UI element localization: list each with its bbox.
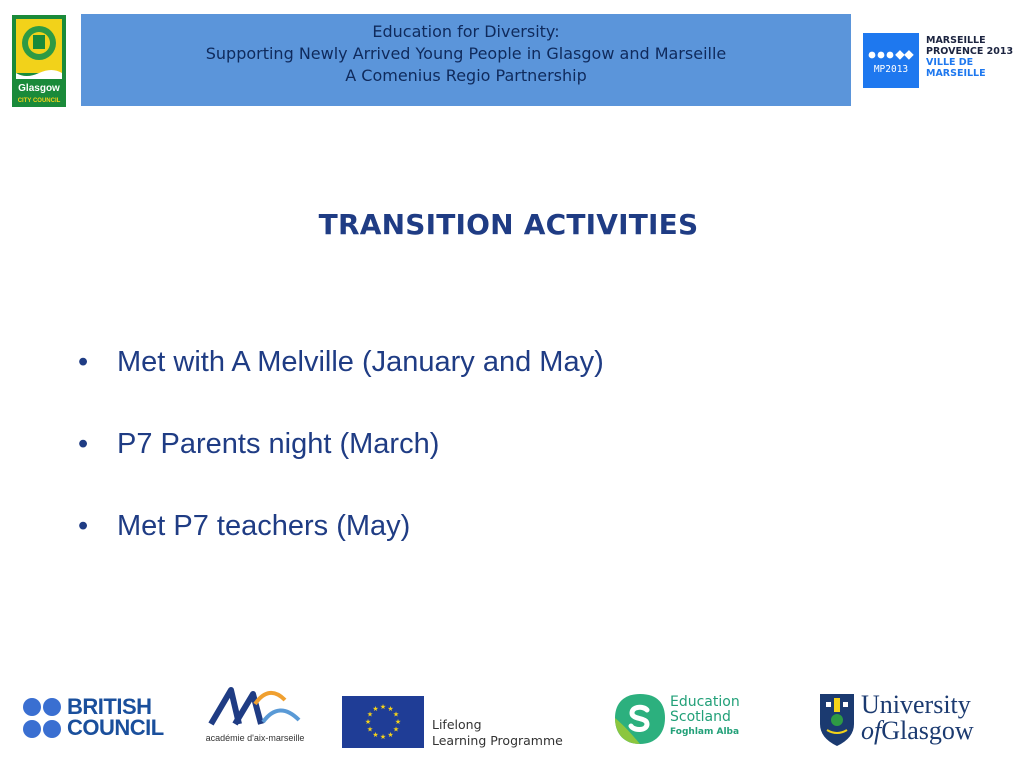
svg-text:★: ★ [366, 725, 374, 734]
svg-text:★: ★ [392, 710, 400, 719]
es-line-3: Foghlam Alba [670, 727, 740, 737]
bullet-text: Met with A Melville (January and May) [117, 346, 604, 378]
svg-text:★: ★ [379, 703, 387, 711]
british-council-dots-icon [22, 693, 66, 745]
education-scotland-wordmark [670, 695, 740, 739]
svg-text:★: ★ [387, 705, 394, 713]
uog-line-1: University [861, 690, 971, 719]
bullet-icon: • [78, 346, 89, 378]
bc-line-1: BRITISH [67, 694, 152, 719]
svg-text:★: ★ [379, 733, 387, 741]
uog-wordmark [861, 692, 974, 744]
header-banner [81, 14, 851, 106]
header-line-2: Supporting Newly Arrived Young People in Glasgow and Marseille [205, 44, 727, 63]
svg-text:★: ★ [364, 718, 372, 726]
mp2013-badge: MP2013 [873, 64, 909, 75]
mp-line-3: VILLE DE [926, 57, 974, 68]
header-line-1: Education for Diversity: [372, 22, 560, 41]
glasgow-logo-text: Glasgow [18, 83, 60, 94]
university-of-glasgow-logo [817, 690, 997, 752]
glasgow-city-council-logo [12, 15, 66, 107]
svg-text:★: ★ [372, 731, 379, 739]
glasgow-logo-subtext: CITY COUNCIL [17, 98, 61, 104]
british-council-logo [22, 693, 162, 745]
header-line-3: A Comenius Regio Partnership [345, 66, 587, 85]
llp-line-1: Lifelong [432, 717, 482, 732]
bullet-list [76, 342, 876, 588]
uog-glasgow: Glasgow [881, 716, 974, 745]
es-line-2: Scotland [670, 709, 731, 725]
aix-marseille-logo [205, 680, 305, 750]
es-line-1: Education [670, 694, 740, 710]
bullet-text: P7 Parents night (March) [117, 428, 440, 460]
bc-line-2: COUNCIL [67, 715, 164, 740]
uog-of: of [861, 716, 882, 745]
uog-crest-icon [817, 690, 857, 750]
svg-text:★: ★ [394, 718, 402, 726]
aix-marseille-label: académie d'aix-marseille [205, 733, 305, 743]
mp-line-1: MARSEILLE [926, 35, 986, 46]
bullet-item [76, 342, 876, 424]
svg-text:★: ★ [366, 710, 374, 719]
mp2013-icon [863, 33, 919, 88]
lifelong-learning-text [432, 717, 563, 749]
bullet-item [76, 424, 876, 506]
mp-line-4: MARSEILLE [926, 68, 986, 79]
british-council-wordmark [67, 696, 164, 738]
eu-flag-icon [342, 696, 424, 748]
bullet-icon: • [78, 510, 89, 542]
mp-line-2: PROVENCE 2013 [926, 46, 1014, 57]
slide-title: TRANSITION ACTIVITIES [318, 208, 699, 241]
aix-marseille-icon [205, 680, 305, 732]
bullet-text: Met P7 teachers (May) [117, 510, 411, 542]
education-scotland-logo [613, 690, 748, 750]
svg-text:★: ★ [392, 725, 400, 734]
svg-text:★: ★ [372, 705, 379, 713]
bullet-item [76, 506, 876, 588]
llp-line-2: Learning Programme [432, 733, 563, 748]
marseille-provence-text [926, 35, 1021, 79]
svg-text:★: ★ [387, 731, 394, 739]
education-scotland-icon [613, 690, 667, 746]
bullet-icon: • [78, 428, 89, 460]
